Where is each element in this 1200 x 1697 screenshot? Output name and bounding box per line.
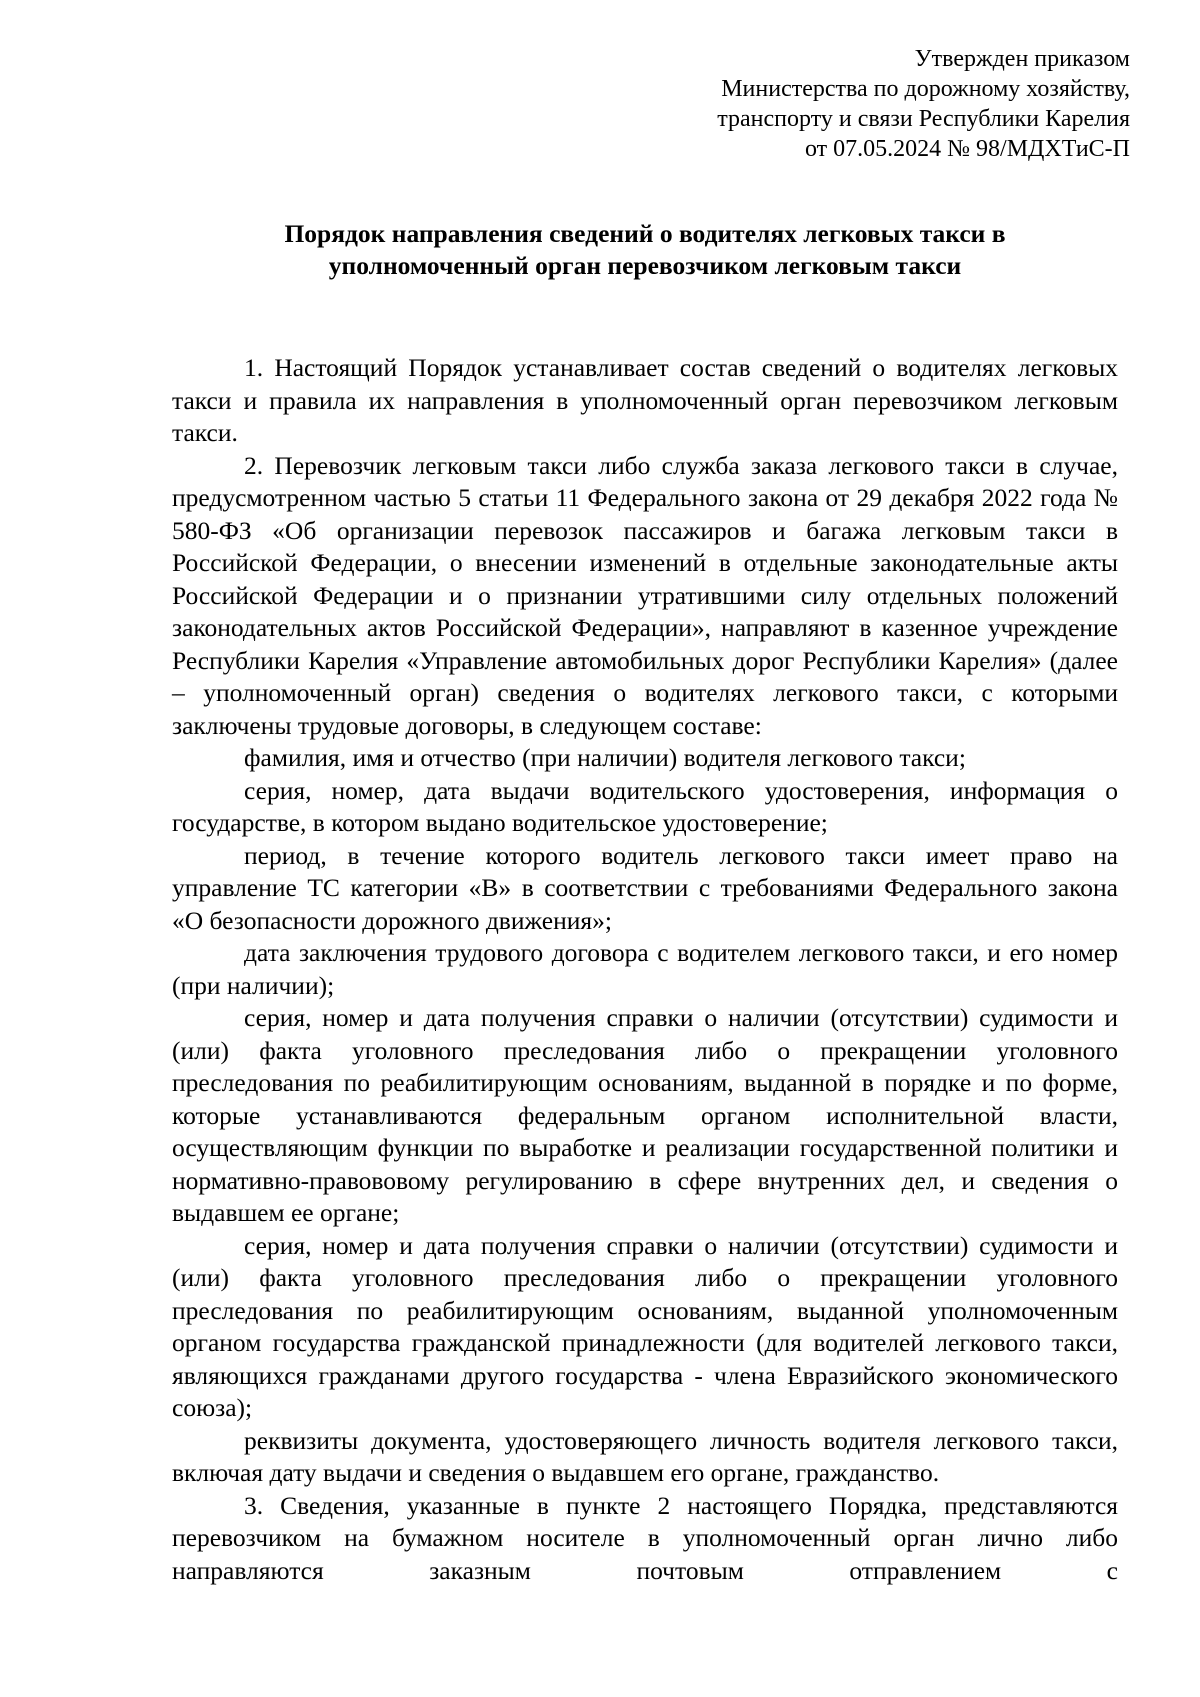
approval-line: Утвержден приказом: [914, 46, 1130, 72]
approval-order-number: от 07.05.2024 № 98/МДХТиС-П: [804, 136, 1130, 162]
approval-stamp-block: [430, 44, 1130, 164]
approval-line: Министерства по дорожному хозяйству,: [721, 76, 1130, 102]
list-item-license: серия, номер, дата выдачи водительского удостоверения, информация о государстве, в котором выдано водительское удостоверение;: [172, 775, 1118, 837]
paragraph-3: 3. Сведения, указанные в пункте 2 настоящего Порядка, представляются перевозчиком на бумажном носителе в уполномоченный орган лично либо направляются заказным почтовым отправлением с: [172, 1490, 1118, 1585]
title-line: уполномоченный орган перевозчиком легковым такси: [328, 251, 962, 280]
document-title: [170, 218, 1120, 282]
list-item-driver-name: фамилия, имя и отчество (при наличии) водителя легкового такси;: [244, 743, 966, 772]
document-body: [172, 352, 1118, 1587]
approval-line: транспорту и связи Республики Карелия: [717, 106, 1130, 132]
paragraph-1: 1. Настоящий Порядок устанавливает состав сведений о водителях легковых такси и правила их направления в уполномоченный орган перевозчиком легковым такси.: [172, 353, 1118, 447]
list-item-criminal-record-ru: серия, номер и дата получения справки о наличии (отсутствии) судимости и (или) факта уголовного преследования либо о прекращении уголовного преследования по реабилитирующим основаниям, выданной в порядке и по форме, которые устанавливаются федеральным органом исполнительной власти, осуществляющим функции по выработке и реализации государственной политики и нормативно-правововому регулированию в сфере внутренних дел, и сведения о выдавшем ее органе;: [172, 1003, 1118, 1227]
paragraph-2: 2. Перевозчик легковым такси либо служба заказа легкового такси в случае, предусмотренном частью 5 статьи 11 Федерального закона от 29 декабря 2022 года № 580-ФЗ «Об организации перевозок пассажиров и багажа легковым такси в Российской Федерации, о внесении изменений в отдельные законодательные акты Российской Федерации и о признании утратившими силу отдельных положений законодательных актов Российской Федерации», направляют в казенное учреждение Республики Карелия «Управление автомобильных дорог Республики Карелия» (далее – уполномоченный орган) сведения о водителях легкового такси, с которыми заключены трудовые договоры, в следующем составе:: [172, 450, 1118, 740]
list-item-identity-document: реквизиты документа, удостоверяющего личность водителя легкового такси, включая дату выдачи и сведения о выдавшем его органе, гражданство.: [172, 1425, 1118, 1487]
list-item-labor-contract: дата заключения трудового договора с водителем легкового такси, и его номер (при наличии);: [172, 938, 1118, 1000]
list-item-license-period: период, в течение которого водитель легкового такси имеет право на управление ТС категории «В» в соответствии с требованиями Федерального закона «О безопасности дорожного движения»;: [172, 840, 1118, 935]
list-item-criminal-record-eaeu: серия, номер и дата получения справки о наличии (отсутствии) судимости и (или) факта уголовного преследования либо о прекращении уголовного преследования по реабилитирующим основаниям, выданной уполномоченным органом государства гражданской принадлежности (для водителей легкового такси, являющихся гражданами другого государства - члена Евразийского экономического союза);: [172, 1230, 1118, 1422]
title-line: Порядок направления сведений о водителях легковых такси в: [284, 219, 1006, 248]
